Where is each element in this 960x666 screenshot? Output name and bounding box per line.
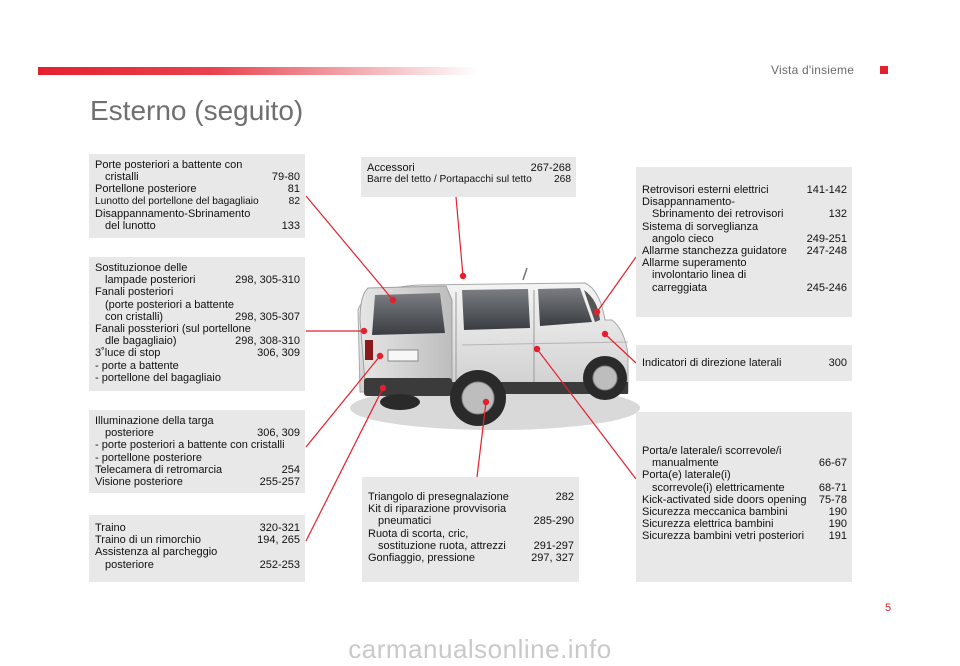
entry-page: 68-71 [818, 481, 847, 494]
index-entry [95, 347, 300, 359]
box-indicators [636, 345, 852, 381]
index-entry [368, 491, 574, 503]
dot-indicators [602, 331, 608, 337]
index-entry [95, 427, 300, 439]
entry-page: 255-257 [259, 476, 300, 489]
index-entry [95, 159, 300, 171]
entry-page: 282 [555, 491, 574, 503]
entry-text: Traino [95, 522, 126, 534]
entry-page: 267-268 [530, 162, 571, 174]
entry-text: Sistema di sorveglianza [642, 220, 759, 233]
index-entry [95, 196, 300, 208]
index-entry [368, 515, 574, 527]
index-entry [642, 208, 847, 220]
index-entry [95, 464, 300, 476]
dot-rear-doors [390, 297, 396, 303]
entry-text: Sicurezza elettrica bambini [642, 518, 774, 531]
index-entry [95, 183, 300, 195]
dot-towing [380, 385, 386, 391]
index-entry [95, 323, 300, 335]
index-entry [642, 221, 847, 233]
entry-page: 254 [281, 463, 300, 476]
index-entry [95, 262, 300, 274]
entry-page: 190 [828, 518, 847, 531]
index-entry [368, 503, 574, 515]
entry-page: 245-246 [806, 281, 847, 294]
index-entry [642, 257, 847, 269]
dot-plate [377, 353, 383, 359]
index-entry [95, 439, 300, 451]
page-heading: Esterno (seguito) [90, 95, 304, 126]
box-towing [89, 515, 305, 582]
entry-text: sostituzione ruota, attrezzi [378, 539, 506, 552]
rear-bumper [364, 378, 452, 396]
index-entry [642, 269, 847, 281]
index-entry [642, 196, 847, 208]
entry-page: 268 [554, 174, 571, 186]
dot-mirrors [594, 309, 600, 315]
index-entry [642, 457, 847, 469]
index-entry [95, 286, 300, 298]
entry-page: 81 [287, 183, 300, 196]
entry-text: - porte posteriori a battente con cristalli [95, 439, 285, 452]
entry-page: 252-253 [259, 558, 300, 571]
entry-text: del lunotto [105, 220, 156, 233]
index-entry [95, 335, 300, 347]
index-entry [642, 506, 847, 518]
rear-wheel-left [380, 394, 420, 410]
box-accessories [361, 157, 576, 197]
entry-text: Illuminazione della targa [95, 415, 214, 427]
index-entry [642, 282, 847, 294]
license-plate [388, 350, 418, 361]
entry-text: 3˚luce di stop [95, 347, 161, 360]
index-entry [95, 220, 300, 232]
entry-text: angolo cieco [652, 232, 714, 245]
entry-page: 300 [828, 357, 847, 369]
entry-page: 306, 309 [257, 427, 300, 440]
box-plate [89, 410, 305, 493]
entry-text: Sicurezza bambini vetri posteriori [642, 530, 805, 543]
entry-page: 247-248 [806, 245, 847, 258]
entry-page: 249-251 [806, 232, 847, 245]
antenna [523, 268, 527, 280]
index-entry [367, 174, 571, 186]
entry-text: - portellone posteriore [95, 451, 203, 464]
index-entry [95, 171, 300, 183]
entry-text: Kit di riparazione provvisoria [368, 503, 507, 516]
index-entry [642, 494, 847, 506]
entry-text: Sostituzionoe delle [95, 262, 188, 274]
index-entry [95, 452, 300, 464]
front-wheel-rim [593, 366, 617, 390]
entry-text: - porte a battente [95, 359, 179, 372]
entry-text: Fanali posteriori [95, 286, 174, 299]
box-mirrors [636, 167, 852, 317]
index-entry [367, 162, 571, 174]
callout-mirrors [597, 257, 636, 312]
entry-page: 306, 309 [257, 347, 300, 360]
entry-text: Disappannamento-Sbrinamento [95, 207, 251, 220]
entry-text: Kick-activated side doors opening [642, 493, 807, 506]
entry-page: 298, 305-310 [235, 274, 300, 287]
rear-lamp [365, 340, 373, 360]
entry-text: scorrevole(i) elettricamente [652, 481, 785, 494]
rear-window [372, 293, 445, 335]
dot-lamps [361, 328, 367, 334]
entry-text: - portellone del bagagliaio [95, 371, 221, 384]
entry-text: Gonfiaggio, pressione [368, 552, 476, 565]
box-triangle [362, 477, 579, 582]
entry-page: 66-67 [818, 457, 847, 470]
entry-text: Porta/e laterale/i scorrevole/i [642, 445, 782, 457]
index-entry [642, 530, 847, 542]
entry-text: Barre del tetto / Portapacchi sul tetto [367, 174, 532, 186]
index-entry [368, 540, 574, 552]
entry-text: Sbrinamento dei retrovisori [652, 208, 784, 221]
index-entry [95, 522, 300, 534]
entry-page: 191 [828, 530, 847, 543]
index-entry [368, 528, 574, 540]
entry-text: pneumatici [378, 515, 432, 528]
entry-text: Porta(e) laterale(i) [642, 469, 731, 482]
entry-text: Telecamera di retromarcia [95, 463, 223, 476]
entry-text: Sicurezza meccanica bambini [642, 506, 788, 519]
entry-text: posteriore [105, 427, 154, 440]
dot-accessories [460, 273, 466, 279]
entry-page: 75-78 [818, 493, 847, 506]
page-number: 5 [885, 602, 892, 614]
entry-page: 79-80 [271, 171, 300, 184]
index-entry [642, 357, 847, 369]
index-entry [642, 518, 847, 530]
entry-page: 141-142 [806, 184, 847, 196]
index-entry [95, 372, 300, 384]
entry-text: Ruota di scorta, cric, [368, 527, 469, 540]
index-entry [95, 546, 300, 558]
index-entry [642, 445, 847, 457]
entry-text: Portellone posteriore [95, 183, 197, 196]
entry-text: manualmente [652, 457, 719, 470]
entry-text: Allarme stanchezza guidatore [642, 245, 787, 258]
entry-page: 82 [288, 195, 300, 207]
dot-triangle [483, 399, 489, 405]
box-sliding [636, 412, 852, 582]
entry-text: lampade posteriori [105, 274, 196, 287]
index-entry [642, 184, 847, 196]
callout-rear-doors [306, 196, 393, 300]
entry-text: involontario linea di [652, 269, 747, 282]
entry-page: 133 [281, 220, 300, 233]
entry-text: Assistenza al parcheggio [95, 546, 218, 559]
entry-text: (porte posteriori a battente [105, 298, 235, 311]
dot-sliding [534, 346, 540, 352]
entry-text: Traino di un rimorchio [95, 534, 201, 547]
entry-page: 194, 265 [257, 534, 300, 547]
index-entry [95, 415, 300, 427]
entry-page: 297, 327 [531, 552, 574, 565]
side-window-rear [462, 289, 530, 330]
section-title: Vista d'insieme [771, 63, 855, 77]
entry-page: 291-297 [533, 539, 574, 552]
entry-text: Accessori [367, 162, 415, 174]
entry-text: con cristalli) [105, 310, 164, 323]
index-entry [642, 233, 847, 245]
index-entry [95, 208, 300, 220]
entry-text: Allarme superamento [642, 257, 747, 270]
index-entry [642, 469, 847, 481]
entry-text: cristalli [105, 171, 139, 184]
rear-wheel-rim [462, 382, 494, 414]
entry-text: dle bagagliaio) [105, 335, 177, 348]
box-rear-doors [89, 154, 305, 238]
entry-text: Fanali possteriori (sul portellone [95, 323, 251, 336]
index-entry [95, 476, 300, 488]
index-entry [95, 299, 300, 311]
index-entry [368, 552, 574, 564]
entry-text: Lunotto del portellone del bagagliaio [95, 195, 259, 207]
entry-page: 285-290 [533, 515, 574, 528]
entry-text: carreggiata [652, 281, 708, 294]
entry-page: 298, 308-310 [235, 335, 300, 348]
watermark: carmanualsonline.info [348, 634, 612, 664]
entry-text: Indicatori di direzione laterali [642, 357, 782, 369]
entry-page: 320-321 [259, 522, 300, 534]
entry-page: 298, 305-307 [235, 310, 300, 323]
index-entry [95, 534, 300, 546]
callout-accessories [456, 197, 463, 276]
index-entry [95, 274, 300, 286]
index-entry [642, 245, 847, 257]
entry-text: Porte posteriori a battente con [95, 159, 243, 171]
index-entry [95, 311, 300, 323]
index-entry [642, 482, 847, 494]
entry-text: Visione posteriore [95, 476, 183, 489]
entry-text: Disappannamento- [642, 196, 735, 209]
entry-page: 190 [828, 506, 847, 519]
index-entry [95, 559, 300, 571]
index-entry [95, 360, 300, 372]
entry-page: 132 [828, 208, 847, 221]
entry-text: posteriore [105, 558, 154, 571]
entry-text: Retrovisori esterni elettrici [642, 184, 769, 196]
entry-text: Triangolo di presegnalazione [368, 491, 509, 503]
box-lamps [89, 257, 305, 391]
